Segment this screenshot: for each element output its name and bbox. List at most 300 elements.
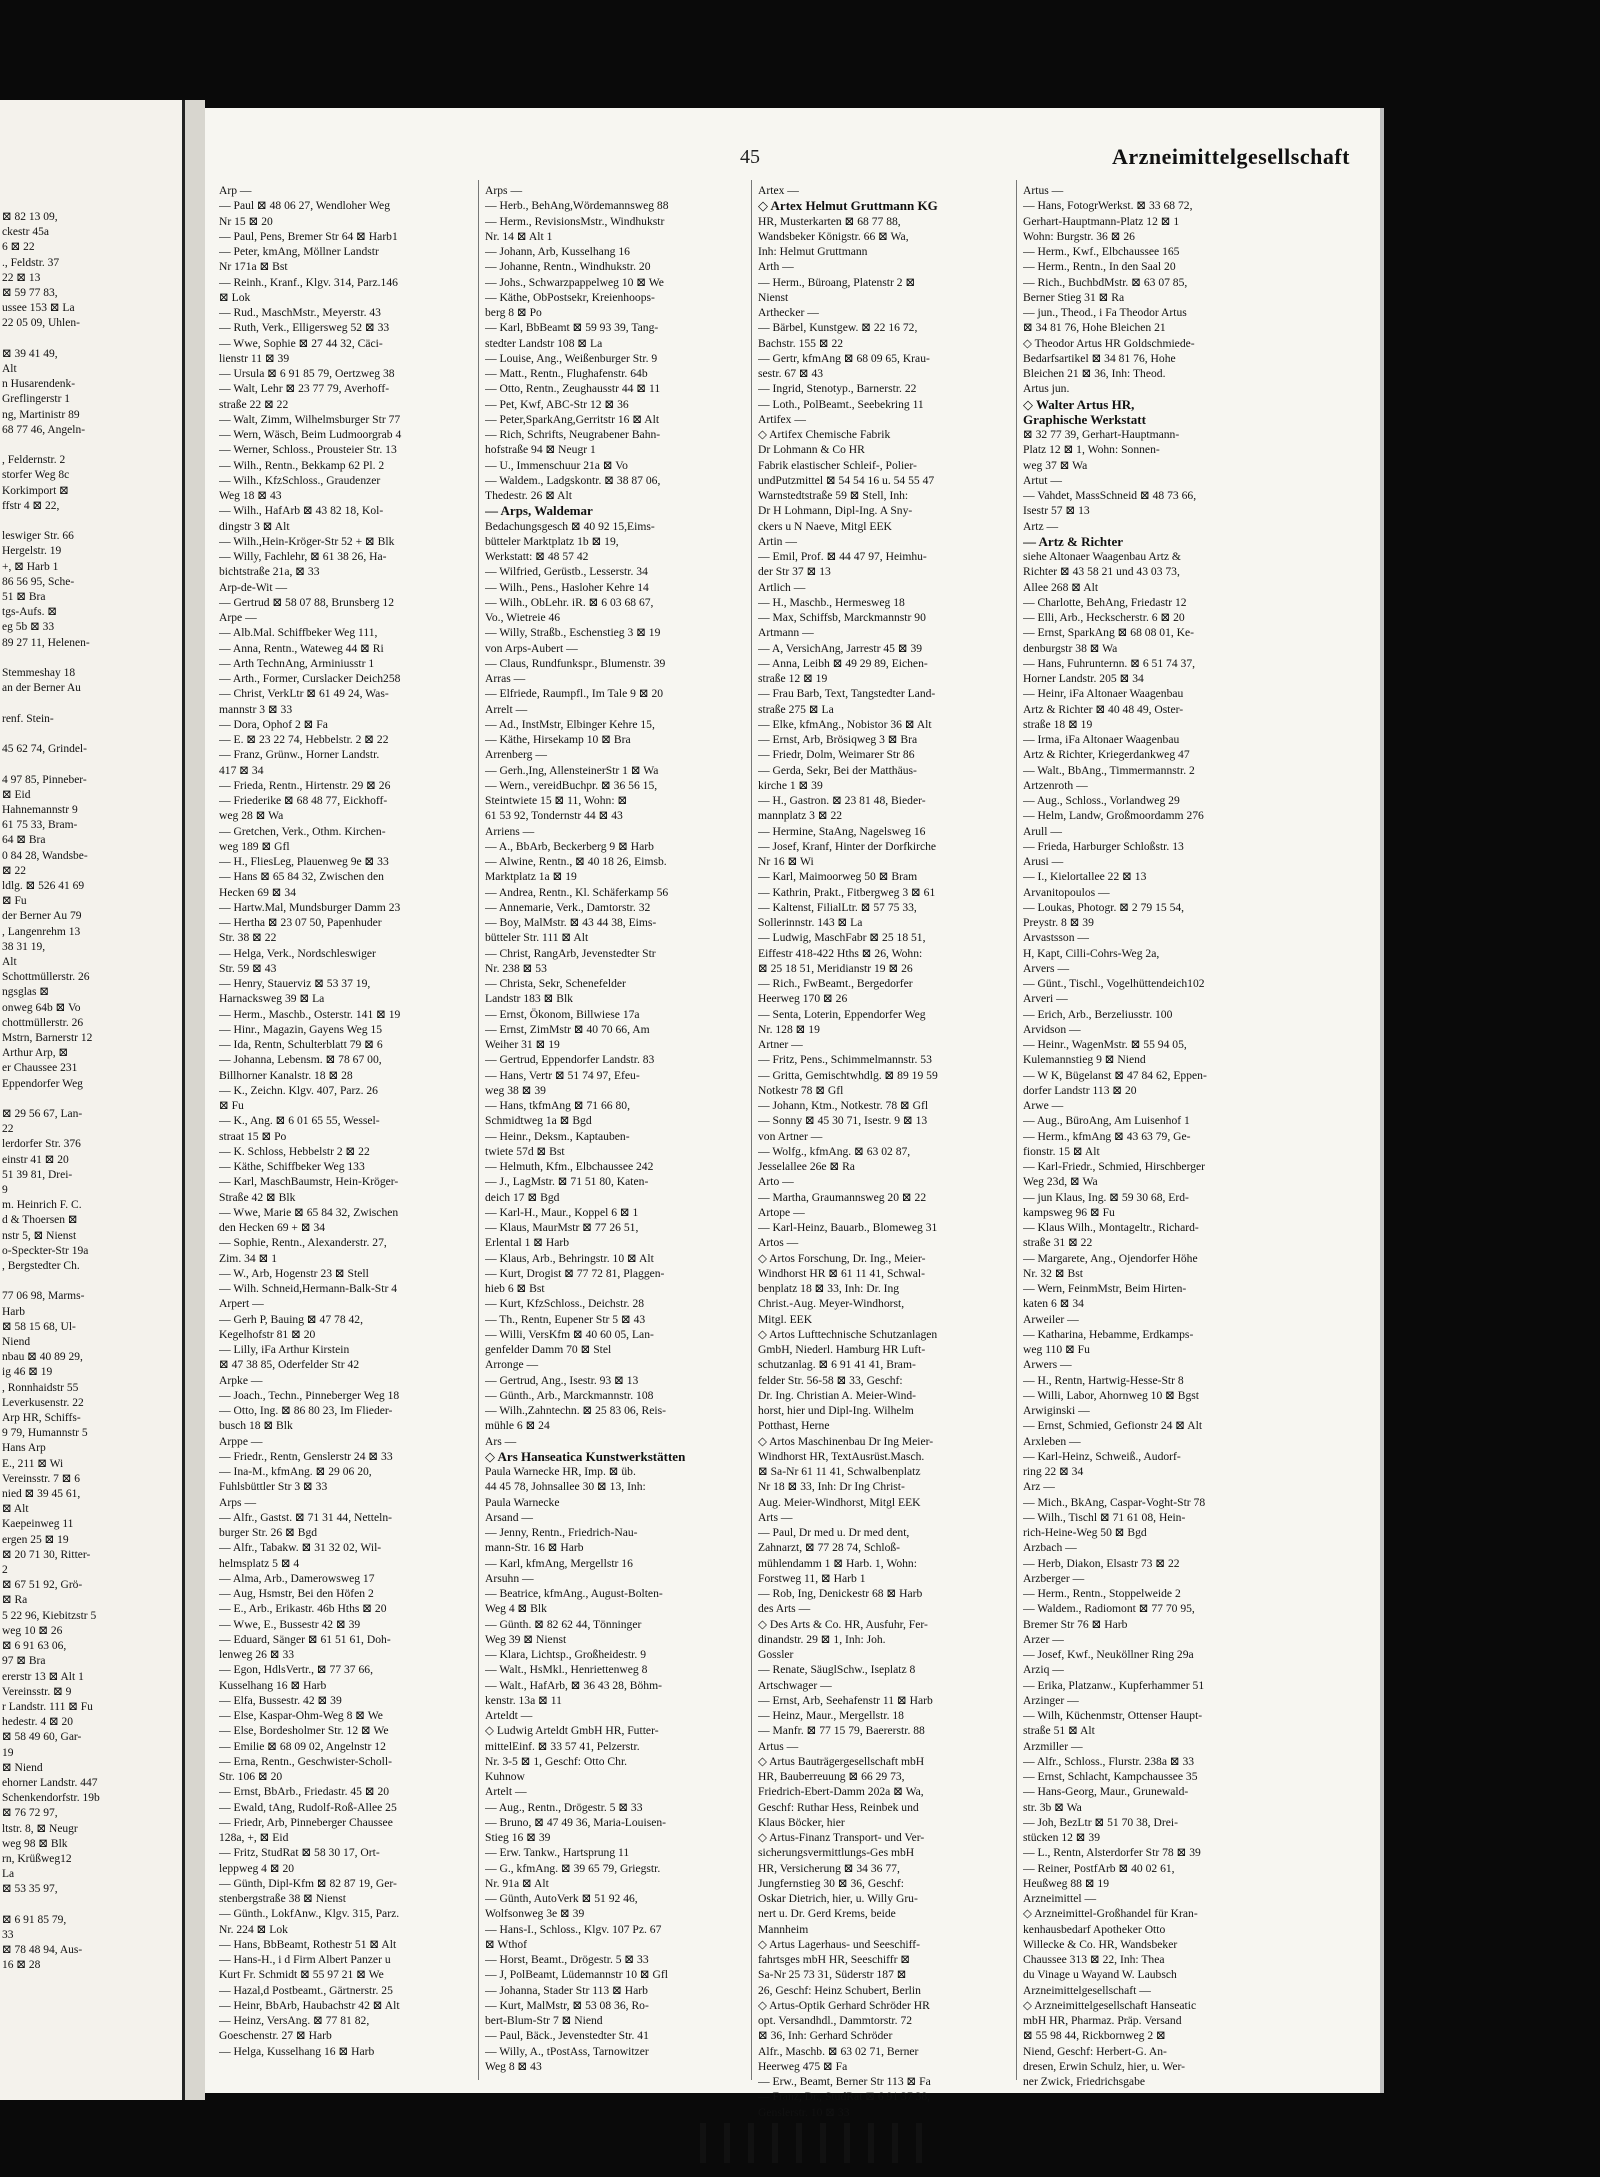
directory-entry-line: ⊠ Wthof	[485, 1937, 528, 1951]
left-page-fragment: Alt	[2, 955, 17, 968]
directory-entry-line: — Wilfried, Gerüstb., Lesserstr. 34	[485, 565, 648, 579]
left-page-fragment: ⊠ 53 35 97,	[2, 1883, 58, 1896]
directory-entry-line: Nr 16 ⊠ Wi	[758, 855, 814, 868]
directory-entry-line: — Gritta, Gemischtwhdlg. ⊠ 89 19 59	[758, 1068, 938, 1082]
directory-entry-line: — Martha, Graumannsweg 20 ⊠ 22	[758, 1190, 927, 1204]
directory-entry-line: — Ernst, Schmied, Gefionstr 24 ⊠ Alt	[1023, 1419, 1203, 1433]
directory-entry-line: Klaus Böcker, hier	[758, 1815, 845, 1829]
left-page-fragment	[2, 727, 182, 742]
left-page-fragment: ⊠ 6 91 85 79,	[2, 1913, 67, 1926]
left-page-fragment: er Chaussee 231	[2, 1062, 78, 1075]
left-page-fragment: ng, Martinistr 89	[2, 408, 80, 421]
directory-entry-line: — Helmuth, Kfm., Elbchaussee 242	[485, 1160, 654, 1173]
directory-entry-line: — Günth., LokfAnw., Klgv. 315, Parz.	[219, 1907, 400, 1921]
directory-entry-line: hieb 6 ⊠ Bst	[485, 1282, 545, 1295]
directory-entry-line: Arps —	[219, 1495, 257, 1509]
directory-entry-line: Kulemannstieg 9 ⊠ Niend	[1023, 1053, 1146, 1067]
left-page-fragment: +, ⊠ Harb 1	[2, 560, 59, 573]
directory-entry-line: Arts —	[758, 1510, 793, 1524]
directory-entry-line: undPutzmittel ⊠ 54 54 16 u. 54 55 47	[758, 473, 935, 487]
directory-entry-line: — Walt, Zimm, Wilhelmsburger Str 77	[219, 412, 401, 426]
directory-entry-line: — Peter,SparkAng,Gerritstr 16 ⊠ Alt	[485, 412, 660, 426]
left-page-fragment: ig 46 ⊠ 19	[2, 1366, 53, 1379]
directory-entry-line: opt. Versandhdl., Dammtorstr. 72	[758, 2014, 913, 2027]
left-page-fragment: nied ⊠ 39 45 61,	[2, 1488, 81, 1501]
left-page-fragment: nbau ⊠ 40 89 29,	[2, 1351, 83, 1364]
directory-entry-line: Arwe —	[1023, 1099, 1064, 1112]
directory-entry-line: — Anna, Rentn., Wateweg 44 ⊠ Ri	[219, 641, 384, 655]
directory-entry-line: kenstr. 13a ⊠ 11	[485, 1693, 562, 1707]
directory-entry-line: den Hecken 69 + ⊠ 34	[219, 1221, 326, 1234]
left-page-fragment: Kaepeinweg 11	[2, 1518, 74, 1531]
left-page-fragment	[2, 1092, 182, 1107]
directory-entry-line: straat 15 ⊠ Po	[219, 1129, 287, 1143]
directory-entry-line: Marktplatz 1a ⊠ 19	[485, 870, 577, 884]
directory-entry-line: — Klaus, MaurMstr ⊠ 77 26 51,	[485, 1221, 639, 1234]
directory-entry-line: — Boy, MalMstr. ⊠ 43 44 38, Eims-	[485, 916, 657, 929]
left-page-fragment: 97 ⊠ Bra	[2, 1655, 46, 1668]
running-head: Arzneimittelgesellschaft	[1111, 144, 1350, 169]
directory-entry-line: — Käthe, Schiffbeker Weg 133	[219, 1160, 365, 1173]
directory-entry-line: genfelder Damm 70 ⊠ Stel	[485, 1343, 612, 1356]
directory-entry-line: Hecken 69 ⊠ 34	[219, 885, 297, 899]
directory-entry-line: — Christ, VerkLtr ⊠ 61 49 24, Was-	[219, 687, 389, 701]
directory-entry-line: — U., Immenschuur 21a ⊠ Vo	[485, 458, 628, 472]
directory-entry-line: — Gertrud, Eppendorfer Landstr. 83	[485, 1053, 655, 1067]
directory-entry-line: Arras —	[485, 672, 526, 685]
directory-entry-line: siehe Altonaer Waagenbau Artz &	[1023, 550, 1181, 563]
left-page-fragment: eg 5b ⊠ 33	[2, 621, 55, 634]
directory-entry-line: — Wern, FeinmMstr, Beim Hirten-	[1023, 1282, 1187, 1295]
directory-entry-line: weg 189 ⊠ Gfl	[219, 839, 290, 853]
directory-entry-line: lienstr 11 ⊠ 39	[219, 351, 290, 365]
directory-entry-line: — Hans-I., Schloss., Klgv. 107 Pz. 67	[485, 1922, 662, 1936]
directory-entry-line: — Käthe, ObPostsekr, Kreienhoops-	[485, 290, 655, 304]
directory-entry-line: ◇ Theodor Artus HR Goldschmiede-	[1023, 336, 1195, 350]
left-page-fragment: ussee 153 ⊠ La	[2, 302, 75, 315]
directory-entry-line: Inh: Helmut Gruttmann	[758, 245, 868, 258]
directory-entry-line: Arps —	[485, 184, 523, 197]
directory-entry-line: Artelt —	[485, 1785, 527, 1799]
directory-entry-line: Wolfsonweg 3e ⊠ 39	[485, 1907, 585, 1921]
directory-entry-line: ◇ Walter Artus HR,	[1023, 396, 1135, 412]
left-page-fragment: Eppendorfer Weg	[2, 1077, 83, 1090]
directory-entry-line: — Wilh., ObLehr. iR. ⊠ 6 03 68 67,	[485, 595, 654, 609]
directory-entry-line: Weg 39 ⊠ Nienst	[485, 1632, 567, 1646]
directory-entry-line: Str. 106 ⊠ 20	[219, 1770, 283, 1783]
directory-entry-line: Stieg 16 ⊠ 39	[485, 1831, 551, 1844]
directory-entry-line: 128a, +, ⊠ Eid	[219, 1831, 289, 1844]
directory-entry-line: Arppe —	[219, 1434, 263, 1448]
directory-entry-line: — Arth., Former, Curslacker Deich258	[219, 672, 401, 685]
directory-entry-line: Geschf: Ruthar Hess, Reinbek und	[758, 1800, 919, 1814]
directory-entry-line: — Heinr., Deksm., Kaptauben-	[485, 1129, 630, 1143]
directory-entry-line: Platz 12 ⊠ 1, Wohn: Sonnen-	[1023, 443, 1160, 457]
directory-entry-line: Arz —	[1023, 1480, 1055, 1494]
directory-entry-line: — Johanne, Rentn., Windhukstr. 20	[485, 260, 651, 274]
directory-entry-line: Richter ⊠ 43 58 21 und 43 03 73,	[1023, 565, 1180, 579]
left-page-fragment: der Berner Au 79	[2, 910, 82, 923]
directory-entry-line: Nienst	[758, 290, 789, 304]
directory-entry-line: — Margarete, Ang., Ojendorfer Höhe	[1023, 1251, 1198, 1265]
directory-entry-line: Nr 18 ⊠ 33, Inh: Dr Ing Christ-	[758, 1480, 905, 1494]
column-rule	[478, 180, 479, 2080]
directory-entry-line: ⊠ 47 38 85, Oderfelder Str 42	[219, 1358, 360, 1372]
directory-entry-line: — Friedr, Dolm, Weimarer Str 86	[758, 748, 915, 762]
directory-entry-line: — Wilh, Küchenmstr, Ottenser Haupt-	[1023, 1709, 1203, 1722]
directory-entry-line: — Herm., Maschb., Osterstr. 141 ⊠ 19	[219, 1007, 401, 1021]
directory-entry-line: — Helga, Kusselhang 16 ⊠ Harb	[219, 2044, 375, 2058]
directory-entry-line: lenweg 26 ⊠ 33	[219, 1648, 295, 1661]
directory-entry-line: benplatz 18 ⊠ 33, Inh: Dr. Ing	[758, 1282, 900, 1295]
directory-entry-line: Potthast, Herne	[758, 1419, 830, 1433]
left-page-fragment: Arp HR, Schiffs-	[2, 1412, 81, 1425]
directory-entry-line: — Karl, MaschBaumstr, Hein-Kröger-	[219, 1175, 399, 1189]
left-page-fragment	[2, 438, 182, 453]
directory-entry-line: — Reinh., Kranf., Klgv. 314, Parz.146	[219, 275, 398, 289]
directory-entry-line: — Emilie ⊠ 68 09 02, Angelnstr 12	[219, 1739, 386, 1753]
directory-entry-line: ⊠ Sa-Nr 61 11 41, Schwalbenplatz	[758, 1465, 921, 1478]
directory-entry-line: — Elke, kfmAng., Nobistor 36 ⊠ Alt	[758, 717, 932, 731]
left-page-fragment	[2, 697, 182, 712]
directory-entry-line: — Loukas, Photogr. ⊠ 2 79 15 54,	[1023, 900, 1185, 914]
directory-entry-line: Notkestr 78 ⊠ Gfl	[758, 1083, 844, 1097]
left-page-fragment: 61 75 33, Bram-	[2, 819, 78, 832]
directory-entry-line: str. 3b ⊠ Wa	[1023, 1800, 1082, 1814]
left-page-fragment: 6 ⊠ 22	[2, 241, 35, 254]
directory-entry-line: sicherungsvermittlungs-Ges mbH	[758, 1846, 915, 1860]
left-page-fragment: Stemmeshay 18	[2, 667, 76, 680]
directory-entry-line: — Ursula ⊠ 6 91 85 79, Oertzweg 38	[219, 367, 395, 380]
directory-entry-line: Dr Lohmann & Co HR	[758, 443, 865, 457]
left-page-text	[0, 100, 182, 1974]
left-page-fragment: 51 39 81, Drei-	[2, 1168, 73, 1181]
directory-entry-line: — Heinr, BbArb, Haubachstr 42 ⊠ Alt	[219, 1998, 400, 2012]
left-page-fragment: 38 31 19,	[2, 940, 46, 953]
directory-entry-line: — Willi, Labor, Ahornweg 10 ⊠ Bgst	[1023, 1388, 1200, 1402]
directory-entry-line: bert-Blum-Str 7 ⊠ Niend	[485, 2014, 603, 2027]
directory-entry-line: weg 28 ⊠ Wa	[219, 809, 284, 823]
left-page-fragment: d & Thoersen ⊠	[2, 1214, 78, 1227]
directory-entry-line: stenbergstraße 38 ⊠ Nienst	[219, 1892, 347, 1905]
directory-entry-line: — Johanna, Lebensm. ⊠ 78 67 00,	[219, 1053, 382, 1067]
directory-entry-line: — Alfr., Tabakw. ⊠ 31 32 02, Wil-	[219, 1541, 382, 1555]
directory-entry-line: Artz & Richter, Kriegerdankweg 47	[1023, 748, 1190, 762]
left-page-fragment: ngsglas ⊠	[2, 986, 50, 999]
directory-entry-line: Arriens —	[485, 824, 535, 838]
directory-entry-line: Weg 4 ⊠ Blk	[485, 1602, 547, 1616]
directory-entry-line: felder Str. 56-58 ⊠ 33, Geschf:	[758, 1373, 903, 1387]
left-page-fragment: ⊠ Ra	[2, 1594, 28, 1607]
directory-entry-line: dorfer Landstr 113 ⊠ 20	[1023, 1083, 1137, 1097]
directory-entry-line: Goeschenstr. 27 ⊠ Harb	[219, 2029, 332, 2043]
directory-entry-line: ⊠ 55 98 44, Rickbornweg 2 ⊠	[1023, 2029, 1166, 2043]
left-page-fragment: renf. Stein-	[2, 712, 54, 725]
directory-entry-line: twiete 57d ⊠ Bst	[485, 1144, 565, 1158]
directory-entry-line: mittelEinf. ⊠ 33 57 41, Pelzerstr.	[485, 1739, 640, 1753]
directory-entry-line: ◇ Ludwig Arteldt GmbH HR, Futter-	[485, 1724, 659, 1738]
page-header	[205, 146, 1380, 176]
directory-entry-line: — Hartw.Mal, Mundsburger Damm 23	[219, 900, 401, 914]
directory-entry-line: — Rich., FwBeamt., Bergedorfer	[758, 977, 913, 990]
directory-entry-line: ⊠ Lok	[219, 290, 251, 304]
directory-entry-line: — Claus, Rundfunkspr., Blumenstr. 39	[485, 656, 666, 670]
directory-entry-line: mannstr 3 ⊠ 33	[219, 702, 293, 716]
directory-entry-line: — Wilh., KfzSchloss., Graudenzer	[219, 473, 381, 487]
left-page-fragment: 51 ⊠ Bra	[2, 591, 46, 604]
directory-entry-line: Artus —	[1023, 184, 1064, 197]
directory-entry-line: — Louise, Ang., Weißenburger Str. 9	[485, 351, 658, 365]
directory-entry-line: Arwers —	[1023, 1358, 1072, 1372]
directory-entry-line: — Friederike ⊠ 68 48 77, Eickhoff-	[219, 794, 388, 807]
directory-entry-line: ◇ Artos Maschinenbau Dr Ing Meier-	[758, 1434, 934, 1448]
directory-entry-line: — Erw. Tankw., Hartsprung 11	[485, 1846, 630, 1860]
directory-entry-line: ring 22 ⊠ 34	[1023, 1465, 1084, 1478]
directory-entry-line: Bremer Str 76 ⊠ Harb	[1023, 1617, 1128, 1631]
directory-entry-line: Weiher 31 ⊠ 19	[485, 1038, 560, 1051]
left-page-fragment: ltstr. 8, ⊠ Neugr	[2, 1822, 78, 1835]
directory-entry-line: Arto —	[758, 1175, 794, 1189]
directory-entry-line: von Artner —	[758, 1129, 823, 1143]
directory-entry-line: Harnacksweg 39 ⊠ La	[219, 992, 325, 1006]
directory-entry-line: — A, VersichAng, Jarrestr 45 ⊠ 39	[758, 641, 923, 655]
directory-entry-line: — Klaus Wilh., Montageltr., Richard-	[1023, 1221, 1199, 1234]
directory-entry-line: dingstr 3 ⊠ Alt	[219, 519, 290, 533]
left-page-fragment: ⊠ 29 56 67, Lan-	[2, 1107, 83, 1120]
directory-entry-line: — Wilh.,Zahntechn. ⊠ 25 83 06, Reis-	[485, 1404, 666, 1417]
directory-entry-line: — Rud., MaschMstr., Meyerstr. 43	[219, 306, 381, 319]
left-page-fragment: lerdorfer Str. 376	[2, 1138, 81, 1151]
directory-entry-line: — Joach., Techn., Pinneberger Weg 18	[219, 1388, 400, 1402]
directory-entry-line: — Otto, Ing. ⊠ 86 80 23, Im Flieder-	[219, 1404, 393, 1417]
directory-entry-line: — Werner, Schloss., Prousteier Str. 13	[219, 443, 397, 457]
left-page-fragment: 5 22 96, Kiebitzstr 5	[2, 1609, 97, 1622]
directory-entry-line: straße 31 ⊠ 22	[1023, 1236, 1093, 1250]
directory-entry-line: — Else, Kaspar-Ohm-Weg 8 ⊠ We	[219, 1709, 383, 1722]
directory-entry-line: — Wwe, Sophie ⊠ 27 44 32, Cäci-	[219, 336, 383, 350]
directory-entry-line: Artus jun.	[1023, 382, 1070, 396]
left-page-fragment: 16 ⊠ 28	[2, 1959, 41, 1972]
directory-entry-line: — Hans, tkfmAng ⊠ 71 66 80,	[485, 1099, 630, 1112]
directory-entry-line: — Hinr., Magazin, Gayens Weg 15	[219, 1022, 383, 1036]
directory-entry-line: Gossler	[758, 1648, 794, 1661]
directory-entry-line: — J, PolBeamt, Lüdemannstr 10 ⊠ Gfl	[485, 1968, 668, 1982]
directory-entry-line: — W., Arb, Hogenstr 23 ⊠ Stell	[219, 1266, 369, 1280]
directory-entry-line: Artlich —	[758, 580, 806, 594]
directory-entry-line: — Irma, iFa Altonaer Waagenbau	[1023, 733, 1180, 746]
directory-entry-line: Arweiler —	[1023, 1312, 1079, 1326]
directory-entry-line: Nr. 91a ⊠ Alt	[485, 1876, 549, 1890]
directory-entry-line: — Friedr., Rentn, Genslerstr 24 ⊠ 33	[219, 1449, 393, 1463]
directory-entry-line: — I., Kielortallee 22 ⊠ 13	[1023, 870, 1147, 884]
directory-entry-line: — Josef, Kranf, Hinter der Dorfkirche	[758, 839, 937, 853]
left-page-fragment: ckestr 45a	[2, 226, 49, 239]
left-page-fragment: ⊠ Fu	[2, 895, 27, 908]
directory-entry-line: ◇ Arzneimittel-Großhandel für Kran-	[1023, 1907, 1198, 1921]
left-page-fragment: E., 211 ⊠ Wi	[2, 1457, 64, 1470]
directory-entry-line: Artex —	[758, 184, 799, 197]
directory-entry-line: Graphische Werkstatt	[1023, 411, 1146, 427]
directory-entry-line: — H., Gastron. ⊠ 23 81 48, Bieder-	[758, 794, 926, 807]
directory-entry-line: — Günth., Arb., Marckmannstr. 108	[485, 1388, 654, 1402]
directory-entry-line: — Kurt, MalMstr, ⊠ 53 08 36, Ro-	[485, 1998, 649, 2012]
directory-entry-line: — Gretchen, Verk., Othm. Kirchen-	[219, 824, 386, 838]
left-page-fragment: onweg 64b ⊠ Vo	[2, 1001, 81, 1014]
directory-entry-line: Zim. 34 ⊠ 1	[219, 1251, 278, 1265]
left-page-fragment: Arthur Arp, ⊠	[2, 1047, 69, 1060]
directory-entry-line: Paula Warnecke HR, Imp. ⊠ üb.	[485, 1465, 636, 1478]
directory-entry-line: dresen, Erwin Schulz, hier, u. Wer-	[1023, 2059, 1186, 2073]
left-page-edge	[0, 100, 185, 2100]
left-page-fragment: ., Feldstr. 37	[2, 256, 60, 269]
directory-entry-line: — Charlotte, BehAng, Friedastr 12	[1023, 595, 1187, 609]
directory-entry-line: — Johann, Ktm., Notkestr. 78 ⊠ Gfl	[758, 1099, 929, 1112]
directory-entry-line: 26, Geschf: Heinz Schubert, Berlin	[758, 1983, 921, 1997]
directory-entry-line: — A., BbArb, Beckerberg 9 ⊠ Harb	[485, 839, 654, 853]
directory-entry-line: — Aug., Rentn., Drögestr. 5 ⊠ 33	[485, 1800, 643, 1814]
directory-entry-line: Nr. 3-5 ⊠ 1, Geschf: Otto Chr.	[485, 1754, 628, 1768]
directory-entry-line: Straße 42 ⊠ Blk	[219, 1190, 296, 1204]
directory-entry-line: — H., FliesLeg, Plauenweg 9e ⊠ 33	[219, 855, 389, 868]
directory-entry-line: ◇ Artus Lagerhaus- und Seeschiff-	[758, 1937, 920, 1951]
directory-entry-line: — Hazal,d Postbeamt., Gärtnerstr. 25	[219, 1983, 393, 1997]
directory-entry-line: — Wolfg., kfmAng. ⊠ 63 02 87,	[758, 1144, 911, 1158]
directory-entry-line: Nr 171a ⊠ Bst	[219, 260, 288, 274]
directory-entry-line: — Th., Rentn, Eupener Str 5 ⊠ 43	[485, 1312, 646, 1326]
directory-entry-line: — Heinz, VersAng. ⊠ 77 81 82,	[219, 2014, 370, 2027]
directory-entry-line: — Heinr, iFa Altonaer Waagenbau	[1023, 687, 1184, 701]
directory-entry-line: — Ruth, Verk., Elligersweg 52 ⊠ 33	[219, 321, 390, 335]
column-rule	[1016, 180, 1017, 2080]
directory-entry-line: — Egon, HdlsVertr., ⊠ 77 37 66,	[219, 1663, 373, 1677]
directory-entry-line: — Else, Bordesholmer Str. 12 ⊠ We	[219, 1724, 389, 1738]
directory-entry-line: kenhausbedarf Apotheker Otto	[1023, 1922, 1166, 1936]
directory-entry-line: — Bärbel, Kunstgew. ⊠ 22 16 72,	[758, 321, 918, 335]
left-page-fragment	[2, 332, 182, 347]
directory-entry-line: Arrenberg —	[485, 748, 547, 762]
directory-entry-line: mühlendamm 1 ⊠ Harb. 1, Wohn:	[758, 1556, 917, 1570]
directory-entry-line: Arpke —	[219, 1373, 263, 1387]
directory-entry-line: — Franz, Grünw., Horner Landstr.	[219, 748, 380, 762]
directory-entry-line: ◇ Des Arts & Co. HR, Ausfuhr, Fer-	[758, 1617, 928, 1631]
directory-entry-line: — Andrea, Rentn., Kl. Schäferkamp 56	[485, 885, 669, 899]
left-page-fragment: ⊠ 6 91 63 06,	[2, 1640, 67, 1653]
directory-entry-line: Arronge —	[485, 1358, 539, 1372]
directory-entry-line: — Herm., kfmAng ⊠ 43 63 79, Ge-	[1023, 1129, 1191, 1143]
directory-entry-line: — Beatrice, kfmAng., August-Bolten-	[485, 1587, 663, 1600]
directory-entry-line: Nr. 14 ⊠ Alt 1	[485, 229, 553, 243]
directory-entry-line: — E. ⊠ 23 22 74, Hebbelstr. 2 ⊠ 22	[219, 733, 389, 746]
directory-entry-line: straße 275 ⊠ La	[758, 702, 834, 716]
directory-entry-line: — Waldem., Radiomont ⊠ 77 70 95,	[1023, 1602, 1195, 1616]
left-page-fragment	[2, 514, 182, 529]
directory-entry-line: — Walt., HsMkl., Henriettenweg 8	[485, 1663, 648, 1677]
left-page-fragment: storfer Weg 8c	[2, 469, 70, 482]
directory-entry-line: bichtstraße 21a, ⊠ 33	[219, 565, 320, 579]
directory-entry-line: Oskar Dietrich, hier, u. Willy Gru-	[758, 1892, 918, 1905]
directory-entry-line: — Wilh. Schneid,Hermann-Balk-Str 4	[219, 1282, 398, 1295]
left-page-fragment: , Langenrehm 13	[2, 925, 81, 938]
directory-entry-line: — Hans ⊠ 65 84 32, Zwischen den	[219, 870, 384, 884]
directory-entry-line: — Matt., Rentn., Flughafenstr. 64b	[485, 367, 648, 380]
left-page-fragment: 22 05 09, Uhlen-	[2, 317, 80, 330]
directory-entry-line: — Ernst, BbArb., Friedastr. 45 ⊠ 20	[219, 1785, 390, 1799]
directory-entry-line: berg 8 ⊠ Po	[485, 306, 542, 319]
directory-entry-line: Isestr 57 ⊠ 13	[1023, 504, 1090, 518]
left-page-fragment: 0 84 28, Wandsbe-	[2, 849, 88, 862]
directory-entry-line: — Katharina, Hebamme, Erdkamps-	[1023, 1327, 1194, 1341]
directory-entry-line: — Rob, Ing, Denickestr 68 ⊠ Harb	[758, 1587, 923, 1600]
left-page-fragment: 45 62 74, Grindel-	[2, 743, 87, 756]
directory-entry-line: Arp —	[219, 184, 252, 197]
directory-entry-line: — Willy, A., tPostAss, Tarnowitzer	[485, 2044, 649, 2058]
directory-entry-line: du Vinage u Wayand W. Laubsch	[1023, 1968, 1177, 1982]
scan-edge-marks	[700, 2123, 1100, 2163]
directory-entry-line: — Wern, Wäsch, Beim Ludmoorgrab 4	[219, 428, 402, 441]
left-page-fragment: ⊠ 58 49 60, Gar-	[2, 1731, 82, 1744]
directory-entry-line: — Ludwig, MaschFabr ⊠ 25 18 51,	[758, 931, 926, 945]
directory-entry-line: — Sophie, Rentn., Alexanderstr. 27,	[219, 1236, 387, 1250]
directory-entry-line: — Helga, Verk., Nordschleswiger	[219, 946, 376, 960]
directory-entry-line: — Elfriede, Raumpfl., Im Tale 9 ⊠ 20	[485, 687, 664, 701]
directory-entry-line: — Frau Barb, Text, Tangstedter Land-	[758, 687, 936, 701]
directory-entry-line: Dr H Lohmann, Dipl-Ing. A Sny-	[758, 504, 913, 518]
left-page-fragment: ergen 25 ⊠ 19	[2, 1533, 69, 1546]
left-page-fragment: La	[2, 1868, 15, 1881]
directory-entry-line: — Alfr., Schloss., Flurstr. 238a ⊠ 33	[1023, 1754, 1195, 1768]
directory-entry-line: von Arps-Aubert —	[485, 641, 578, 655]
column-rule	[751, 180, 752, 2080]
directory-entry-line: — Senta, Loterin, Eppendorfer Weg	[758, 1007, 926, 1021]
left-page-fragment: Schottmüllerstr. 26	[2, 971, 90, 984]
directory-entry-line: — Herm., Rentn., In den Saal 20	[1023, 260, 1176, 274]
directory-entry-line: Artzenroth —	[1023, 778, 1088, 792]
directory-entry-line: — Gertr, kfmAng ⊠ 68 09 65, Krau-	[758, 351, 930, 365]
directory-entry-line: hofstraße 94 ⊠ Neugr 1	[485, 443, 596, 457]
directory-entry-line: Kusselhang 16 ⊠ Harb	[219, 1678, 327, 1692]
directory-entry-line: — Ad., InstMstr, Elbinger Kehre 15,	[485, 717, 655, 731]
directory-entry-line: — Artz & Richter	[1023, 533, 1123, 549]
directory-entry-line: kirche 1 ⊠ 39	[758, 778, 823, 792]
directory-entry-line: ⊠ 34 81 76, Hohe Bleichen 21	[1023, 321, 1166, 335]
directory-entry-line: — Walt, Lehr ⊠ 23 77 79, Averhoff-	[219, 382, 390, 396]
directory-entry-line: — Herm., RevisionsMstr., Windhukstr	[485, 214, 665, 228]
left-page-fragment	[2, 1274, 182, 1289]
directory-entry-line: — Fritz, StudRat ⊠ 58 30 17, Ort-	[219, 1846, 380, 1860]
directory-entry-line: Niend, Geschf: Herbert-G. An-	[1023, 2044, 1167, 2058]
directory-entry-line: — Hans, BbBeamt, Rothestr 51 ⊠ Alt	[219, 1937, 397, 1951]
directory-entry-line: Thedestr. 26 ⊠ Alt	[485, 489, 572, 502]
directory-entry-line: — Alb.Mal. Schiffbeker Weg 111,	[219, 626, 378, 640]
directory-entry-line: Arpe —	[219, 611, 257, 624]
directory-entry-line: — Erna, Rentn., Geschwister-Scholl-	[219, 1754, 392, 1768]
directory-entry-line: — L., Rentn, Alsterdorfer Str 78 ⊠ 39	[1023, 1846, 1201, 1860]
directory-entry-line: — Alfr., Gastst. ⊠ 71 31 44, Netteln-	[219, 1510, 392, 1524]
directory-entry-line: — Heinr., WagenMstr. ⊠ 55 94 05,	[1023, 1038, 1187, 1051]
directory-entry-line: — Klara, Lichtsp., Großheidestr. 9	[485, 1648, 646, 1661]
directory-entry-line: — Aug, Hsmstr, Bei den Höfen 2	[219, 1587, 374, 1600]
left-page-fragment: rn, Krüßweg12	[2, 1852, 72, 1865]
directory-entry-line: HR, Musterkarten ⊠ 68 77 88,	[758, 214, 901, 228]
directory-entry-line: Kegelhofstr 81 ⊠ 20	[219, 1327, 316, 1341]
directory-entry-line: deich 17 ⊠ Bgd	[485, 1190, 560, 1204]
left-page-fragment: einstr 41 ⊠ 20	[2, 1153, 69, 1166]
directory-entry-line: nert u. Dr. Gerd Krems, beide	[758, 1907, 896, 1921]
directory-entry-line: — Arth TechnAng, Arminiusstr 1	[219, 656, 375, 670]
directory-entry-line: Artut —	[1023, 473, 1062, 487]
directory-entry-line: — Franz, Dr., StudRat ⊠ 6 91 37 38,	[758, 2090, 931, 2104]
directory-entry-line: — Arps, Waldemar	[485, 503, 593, 519]
